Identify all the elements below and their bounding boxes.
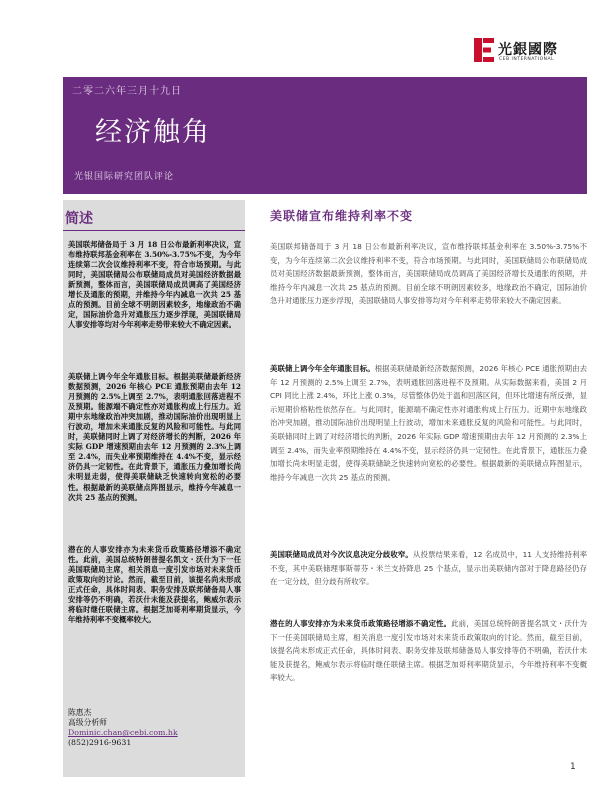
author-title: 高级分析师: [68, 718, 107, 727]
author-name: 陈惠杰: [68, 708, 92, 717]
company-logo: [474, 38, 584, 68]
logo-name-cn: 光銀國際: [498, 42, 558, 58]
page-number: 1: [570, 762, 576, 772]
header-banner: [63, 77, 587, 194]
summary-heading: [63, 204, 245, 231]
article-paragraph: [270, 548, 587, 589]
paragraph-text: 根据美联储最新经济数据预测，2026 年核心 PCE 通胀预期由去年 12 月预测的 2.5%上调至 2.7%，表明通胀回落进程不及预期。从实际数据来看，美国 2 月 CPI 同比上涨 2.4%，环比上涨 0.3%，尽管整体仍处于温和回落区间，但环比增速有所反弹，显示短期价格粘性依然存在。与此同时，能源端不确定性亦对通胀构成上行压力。近期中东地缘政治冲突加剧，推动国际油价出现明显上行波动，增加未来通胀反复的风险和可能性。与此同时，美联储同时上调了对经济增长的判断，2026 年实际 GDP 增速预期由去年 12 月预测的 2.3%上调至 2.4%，而失业率预期维持在 4.4%不变，显示经济仍具一定韧性。在此背景下，通胀压力叠加增长尚未明显走弱，使得美联储缺乏快速转向宽松的必要性。根据最新的美联储点阵图显示，维持今年减息一次共 25 基点的预测。: [270, 364, 587, 482]
summary-paragraph: 美联储上调今年全年通胀目标。根据美联储最新经济数据预测，2026 年核心 PCE 通胀预期由去年 12 月预测的 2.5%上调至 2.7%，表明通胀回落进程不及预期。能源端不确定性亦对通胀构成上行压力。近期中东地缘政治冲突加剧，推动国际油价出现明显上行波动，增加未来通胀反复的风险和可能性。与此同时，美联储同时上调了对经济增长的判断，2026 年实际 GDP 增速预期由去年 12 月预测的 2.3%上调至 2.4%，而失业率预期维持在 4.4%不变，显示经济仍具一定韧性。在此背景下，通胀压力叠加增长尚未明显走弱，使得美联储缺乏快速转向宽松的必要性。根据最新的美联储点阵图显示，维持今年减息一次共 25 基点的预测。: [68, 372, 241, 502]
paragraph-lead: 美联储上调今年全年通胀目标。: [270, 364, 375, 373]
paragraph-lead: 美国联储局成员对今次议息决定分歧收窄。: [270, 550, 413, 559]
summary-paragraph: 美国联邦储备局于 3 月 18 日公布最新利率决议，宣布维持联邦基金利率在 3.50%-3.75%不变，为今年连续第二次会议维持利率不变，符合市场预期。与此同时，美国联储局公布联储局成员对美国经济数据最新预测，整体而言，美国联储局成员调高了美国经济增长及通胀的预期，并维持今年内减息一次共 25 基点的预测。目前全球不明朗因素较多，地缘政治不确定，国际油价急升对通胀压力逐步浮现，美国联储局人事安排等均对今年利率走势带来较大不确定因素。: [68, 240, 241, 330]
summary-heading-text: 简述: [65, 211, 93, 227]
paragraph-text: 此前，美国总统特朗普提名凯文・沃什为下一任美国联储局主席，相关消息一度引发市场对未来货币政策取向的讨论。然而，截至目前，该提名尚未形成正式任命，具体时间表、职务安排及联邦储备局人事安排等仍不明确，若沃什未能及获提名，鲍威尔表示将临时继任联储主席。根据芝加哥利率期货显示，今年维持利率不变概率较大。: [270, 619, 587, 683]
author-email-link[interactable]: Dominic.chan@cebi.com.hk: [68, 728, 178, 737]
article-paragraph: [270, 240, 587, 308]
author-block: [68, 708, 178, 748]
report-title: 经济触角: [95, 117, 211, 148]
article-paragraph: [270, 617, 587, 685]
article-paragraph: [270, 362, 587, 484]
logo-mark-icon: [474, 38, 494, 62]
article-title: 美联储宣布维持利率不变: [270, 209, 414, 223]
paragraph-lead: 潜在的人事安排亦为未来货币政策路径增添不确定性。: [270, 619, 452, 628]
author-phone: (852)2916-9631: [68, 738, 132, 747]
summary-sidebar: [63, 200, 245, 777]
paragraph-text: 美国联邦储备局于 3 月 18 日公布最新利率决议，宣布维持联邦基金利率在 3.50%-3.75%不变，为今年连续第二次会议维持利率不变，符合市场预期。与此同时，美国联储局公布联储局成员对美国经济数据最新预测，整体而言，美国联储局成员调高了美国经济增长及通胀的预期，并维持今年内减息一次共 25 基点的预测。目前全球不明朗因素较多，地缘政治不确定，国际油价急升对通胀压力逐步浮现，美国联储局人事安排等均对今年利率走势带来较大不确定因素。: [270, 242, 587, 306]
paragraph-text: 从投票结果来看，12 名成员中，11 人支持维持利率不变，其中美联储理事斯蒂芬・米兰支持降息 25 个基点，显示出美联储内部对于降息路径仍存在一定分歧，但分歧有所收窄。: [270, 550, 587, 587]
logo-name-en: CEB INTERNATIONAL: [499, 57, 555, 62]
summary-paragraph: 潜在的人事安排亦为未来货币政策路径增添不确定性。此前，美国总统特朗普提名凯文・沃什为下一任美国联储局主席，相关消息一度引发市场对未来货币政策取向的讨论。然而，截至目前，该提名尚未形成正式任命，具体时间表、职务安排及联邦储备局人事安排等仍不明确，若沃什未能及获提名，鲍威尔表示将临时继任联储主席。根据芝加哥利率期货显示，今年维持利率不变概率较大。: [68, 545, 241, 625]
report-date: 二零二六年三月十九日: [72, 86, 182, 97]
report-subtitle: 光银国际研究团队评论: [74, 172, 175, 182]
